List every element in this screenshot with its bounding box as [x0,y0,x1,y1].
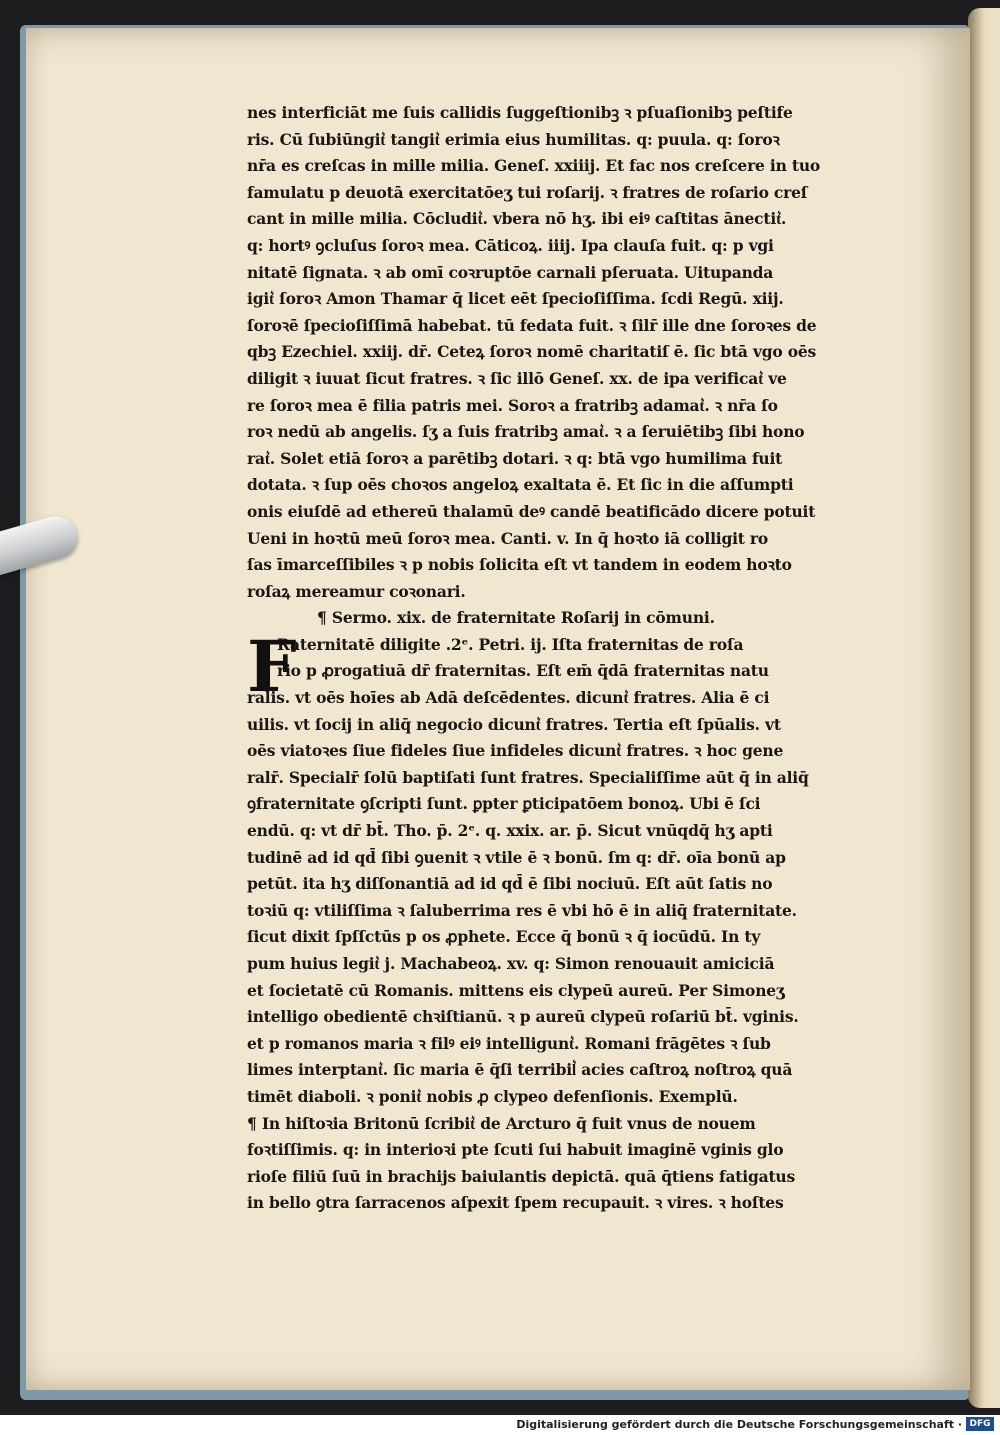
text-line: diligit ꝛ iuuat ſicut fratres. ꝛ ſic illō Geneſ. xx. de ipa verificat͛ ve [247,368,787,388]
paragraph-sermon [247,624,887,1217]
text-line: ¶ In hiſtoꝛia Britonū ſcribit͛ de Arcturo q̄ fuit vnus de nouem [247,1113,756,1133]
text-line: oēs viatoꝛes ſiue fideles ſiue infideles dicunt͛ fratres. ꝛ hoc gene [247,741,784,761]
text-line: et p romanos maria ꝛ filꝰ eiꝰ intelligunt͛. Romani frāgētes ꝛ ſub [247,1033,771,1053]
text-line: ſicut dixit ſpſſctūs p os ꝓphete. Ecce q̄ bonū ꝛ q̄ iocūdū. In ty [247,927,761,947]
text-line: onis eiuſdē ad ethereū thalamū deꝰ candē beatificādo dicere potuit [247,501,816,521]
text-line: famulatu p deuotā exercitatōeʒ tui roſarij. ꝛ fratres de roſario creſ [247,182,808,202]
text-line: in bello ꝯtra ſarracenos aſpexit ſpem recupauit. ꝛ vires. ꝛ hoſtes [247,1193,784,1213]
text-line: foꝛtiſſimis. q: in interioꝛi pte ſcuti ſui habuit imaginē vginis glo [247,1140,784,1160]
facing-page-edge [968,8,1000,1408]
text-line: ris. Cū ſubiūngit͛ tangit͛ erimia eius humilitas. q: puula. q: ſoroꝛ [247,129,780,149]
funding-credit: Digitalisierung gefördert durch die Deutsche Forschungsgemeinschaft · [516,1418,962,1431]
text-line: dotata. ꝛ ſup oēs choꝛos angeloꝝ exaltata ē. Et ſic in die aſſumpti [247,475,794,495]
text-line: ralis. vt oēs hoīes ab Adā deſcēdentes. dicunt͛ fratres. Alia ē ci [247,688,770,708]
text-line: ralr̄. Specialr̄ ſolū baptiſati ſunt fratres. Specialiſſime aūt q̄ in aliq̄ [247,767,809,787]
text-line: qbꝫ Ezechiel. xxiij. dr̄. Ceteꝝ ſoroꝛ nomē charitatiſ ē. ſic btā vgo oēs [247,342,817,362]
text-line: roſaꝝ mereamur coꝛonari. [247,581,466,601]
text-line: q: hortꝰ ꝯcluſus ſoroꝛ mea. Cāticoꝝ. iiij. Ipa clauſa fuit. q: p vgi [247,235,774,255]
text-line: igit͛ ſoroꝛ Amon Thamar q̄ licet eēt ſpecioſiſſima. ſcdi Regū. xiij. [247,289,784,309]
text-line: rat͛. Solet etiā ſoroꝛ a parētibꝫ dotari. ꝛ q: btā vgo humilima fuit [247,448,783,468]
text-line: nes interficiāt me ſuis callidis ſuggeſtionibꝫ ꝛ pſuaſionibꝫ peſtife [247,103,793,122]
text-line: endū. q: vt dr̄ bt̄. Tho. p̄. 2ᵉ. q. xxix. ar. p̄. Sicut vnūqdq̄ hʒ apti [247,821,773,841]
dfg-logo: DFG [966,1417,994,1431]
text-line: petūt. ita hʒ diſſonantiā ad id qd̄ ē ſibi nociuū. Eſt aūt ſatis no [247,874,773,894]
text-line: pum huius legit͛ j. Machabeoꝝ. xv. q: Simon renouauit amiciciā [247,954,775,973]
page-text [247,100,887,1217]
text-line: ſas īmarceſſibiles ꝛ p nobis ſolicita eſt vt tandem in eodem hoꝛto [247,555,792,575]
text-line: cant in mille milia. Cōcludit͛. vbera nō hʒ. ibi eiꝰ caſtitas ānectit͛. [247,209,787,229]
text-line: Ueni in hoꝛtū meū ſoroꝛ mea. Canti. v. In q̄ hoꝛto iā colligit ro [247,528,769,548]
footer-bar [0,1415,1000,1435]
text-line: intelligo obedientē chꝛiſtianū. ꝛ p aureū clypeū roſariū bt̄. vginis. [247,1007,799,1027]
text-line: timēt diaboli. ꝛ ponit͛ nobis ꝓ clypeo defenſionis. Exemplū. [247,1086,738,1106]
text-line: Raternitatē diligite .2ᵉ. Petri. ij. Iſta fraternitas de roſa [277,634,744,654]
text-line: nitatē ſignata. ꝛ ab omī coꝛruptōe carnali pſeruata. Uitupanda [247,262,774,282]
text-line: toꝛiū q: vtiliſſima ꝛ ſaluberrima res ē vbi hō ē in aliq̄ fraternitate. [247,900,797,920]
sermon-heading: ¶ Sermo. xix. de fraternitate Roſarij in cōmuni. [317,608,715,628]
text-line: uilis. vt ſocij in aliq̄ negocio dicunt͛ fratres. Tertia eſt ſpūalis. vt [247,714,781,734]
paragraph-top [247,100,887,605]
text-line: et ſocietatē cū Romanis. mittens eis clypeū aureū. Per Simoneʒ [247,980,785,1000]
text-line: re ſoroꝛ mea ē filia patris mei. Soroꝛ a fratribꝫ adamat͛. ꝛ nr̄a ſo [247,395,778,415]
text-line: limes interptant͛. ſic maria ē q̄ſi terribil͛ acies caſtroꝝ noſtroꝝ quā [247,1060,793,1080]
text-line: ꝯfraternitate ꝯſcripti ſunt. ꝑpter ꝑticipatōem bonoꝝ. Ubi ē ſci [247,794,761,814]
text-line: ſoroꝛē ſpecioſiſſimā habebat. tū fedata fuit. ꝛ ſilr̄ ille dne ſoroꝛes de [247,315,817,335]
text-line: tudinē ad id qd̄ ſibi ꝯuenit ꝛ vtile ē ꝛ bonū. ſm q: dr̄. oīa bonū ap [247,847,786,867]
text-line: rioſe filiū ſuū in brachijs baiulantis depictā. quā q̄tiens fatigatus [247,1166,795,1186]
drop-capital: F [247,624,297,708]
text-line: nr̄a es creſcas in mille milia. Geneſ. xxiiij. Et fac nos creſcere in tuo [247,156,821,176]
text-line: rio p ꝓrogatiuā dr̄ fraternitas. Eſt em̄ q̄dā fraternitas natu [277,661,769,681]
text-line: roꝛ nedū ab angelis. ſʒ a ſuis fratribꝫ amat͛. ꝛ a ſeruiētibꝫ ſibi hono [247,422,805,442]
